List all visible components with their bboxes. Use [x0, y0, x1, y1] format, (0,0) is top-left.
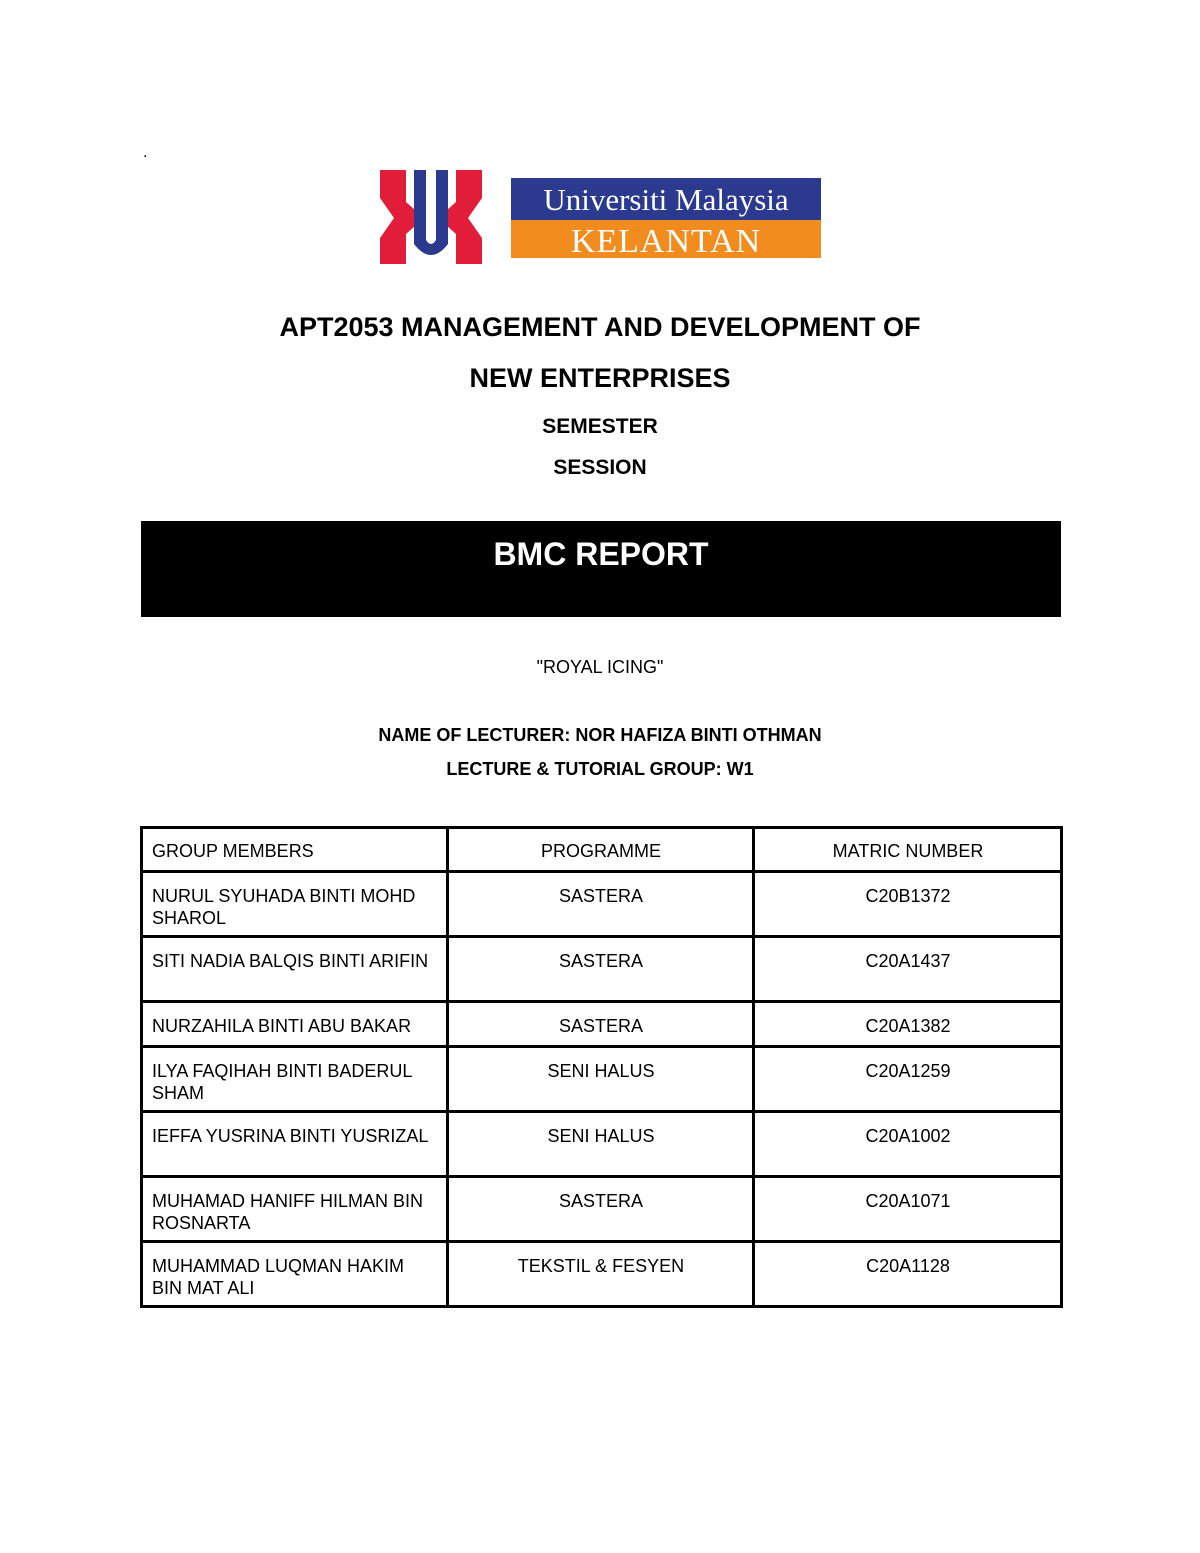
- table-row: [142, 1002, 1062, 1047]
- lecturer-name: NAME OF LECTURER: NOR HAFIZA BINTI OTHMAN: [378, 725, 822, 745]
- member-programme: SENI HALUS: [448, 1112, 754, 1177]
- session-label: SESSION: [553, 456, 647, 479]
- table-row: [142, 1047, 1062, 1112]
- header-group-members: GROUP MEMBERS: [142, 828, 448, 872]
- header-programme: PROGRAMME: [448, 828, 754, 872]
- stray-dot: .: [143, 144, 148, 161]
- member-matric: C20A1002: [754, 1112, 1062, 1177]
- table-row: [142, 937, 1062, 1002]
- table-row: [142, 872, 1062, 937]
- table-row: [142, 1177, 1062, 1242]
- logo-emblem-u: [414, 170, 448, 255]
- member-programme: SASTERA: [448, 1177, 754, 1242]
- member-programme: TEKSTIL & FESYEN: [448, 1242, 754, 1307]
- member-name: NURZAHILA BINTI ABU BAKAR: [142, 1002, 448, 1047]
- member-matric: C20A1437: [754, 937, 1062, 1002]
- header-matric-number: MATRIC NUMBER: [754, 828, 1062, 872]
- tutorial-group: LECTURE & TUTORIAL GROUP: W1: [446, 759, 754, 779]
- member-name: SITI NADIA BALQIS BINTI ARIFIN: [142, 937, 448, 1002]
- report-title: BMC REPORT: [493, 536, 709, 572]
- table-header-row: [142, 828, 1062, 872]
- member-programme: SASTERA: [448, 937, 754, 1002]
- member-matric: C20A1382: [754, 1002, 1062, 1047]
- report-banner: [141, 521, 1061, 617]
- member-matric: C20B1372: [754, 872, 1062, 937]
- logo-text-line1: Universiti Malaysia: [543, 182, 789, 217]
- course-title-line1: APT2053 MANAGEMENT AND DEVELOPMENT OF: [279, 312, 921, 342]
- project-name: "ROYAL ICING": [536, 657, 664, 677]
- member-name: ILYA FAQIHAH BINTI BADERUL SHAM: [142, 1047, 448, 1112]
- table-row: [142, 1242, 1062, 1307]
- members-table: [140, 826, 1063, 1308]
- member-name: MUHAMMAD LUQMAN HAKIM BIN MAT ALI: [142, 1242, 448, 1307]
- member-name: MUHAMAD HANIFF HILMAN BIN ROSNARTA: [142, 1177, 448, 1242]
- table-row: [142, 1112, 1062, 1177]
- member-name: NURUL SYUHADA BINTI MOHD SHAROL: [142, 872, 448, 937]
- member-programme: SASTERA: [448, 1002, 754, 1047]
- umk-logo-graphic: [376, 166, 822, 268]
- member-matric: C20A1128: [754, 1242, 1062, 1307]
- member-matric: C20A1071: [754, 1177, 1062, 1242]
- member-name: IEFFA YUSRINA BINTI YUSRIZAL: [142, 1112, 448, 1177]
- course-title-line2: NEW ENTERPRISES: [469, 363, 731, 393]
- member-programme: SENI HALUS: [448, 1047, 754, 1112]
- member-matric: C20A1259: [754, 1047, 1062, 1112]
- university-logo: [376, 166, 822, 268]
- member-programme: SASTERA: [448, 872, 754, 937]
- logo-text-line2: KELANTAN: [570, 223, 762, 260]
- semester-label: SEMESTER: [542, 415, 658, 438]
